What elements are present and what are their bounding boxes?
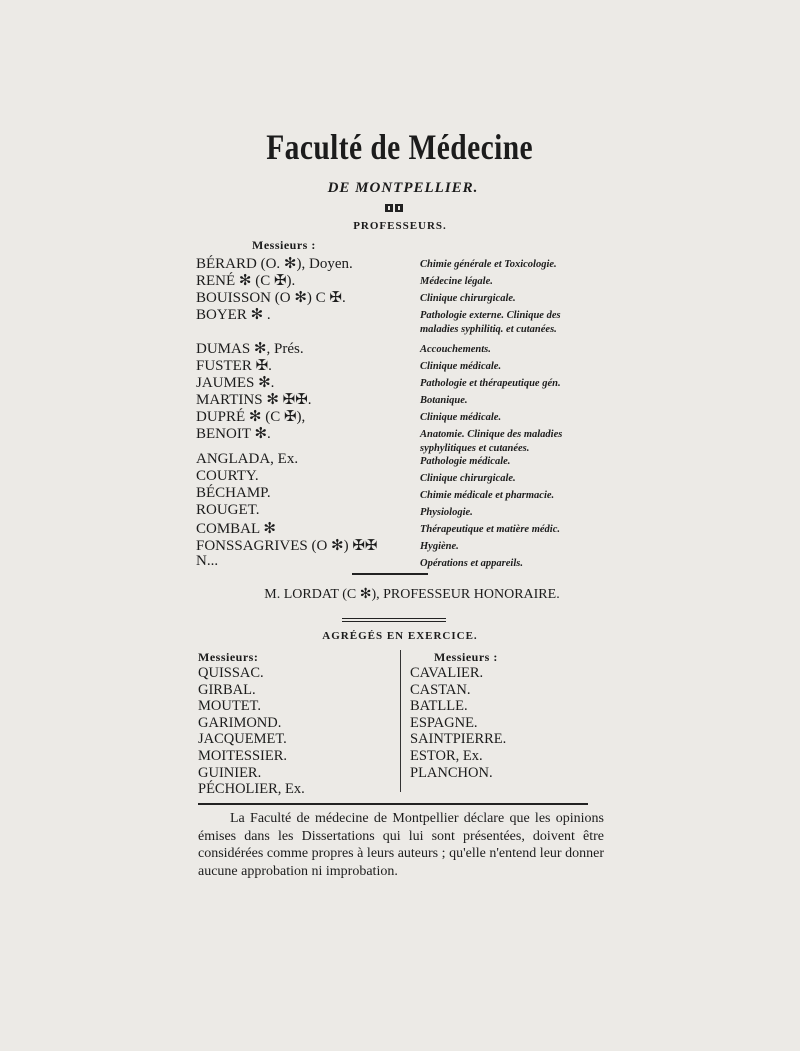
divider [342,621,446,622]
professor-subject: Clinique médicale. [420,412,502,423]
agrege-name: JACQUEMET. [198,731,287,748]
professor-name: JAUMES ✻. [196,375,275,391]
professor-subject: Hygiène. [420,541,459,552]
professor-name: FUSTER ✠. [196,358,272,374]
professor-name: BOUISSON (O ✻) C ✠. [196,290,346,306]
professor-subject: Accouchements. [420,344,491,355]
page-title: Faculté de Médecine [266,127,534,167]
divider [342,618,446,619]
divider [198,803,588,805]
professor-name: BÉRARD (O. ✻), Doyen. [196,256,353,272]
agreges-heading: AGRÉGÉS EN EXERCICE. [322,630,478,642]
professeurs-heading: PROFESSEURS. [353,220,447,232]
ornament-icon [384,202,404,214]
professor-subject: Pathologie et thérapeutique gén. [420,378,561,389]
professor-name: MARTINS ✻ ✠✠. [196,392,312,408]
professor-name: DUPRÉ ✻ (C ✠), [196,409,306,425]
agrege-name: MOUTET. [198,698,261,715]
professor-subject: Clinique médicale. [420,361,502,372]
agrege-name: SAINTPIERRE. [410,731,507,748]
agrege-name: QUISSAC. [198,665,264,681]
professor-name: DUMAS ✻, Prés. [196,341,304,357]
professor-subject: Anatomie. Clinique des maladies syphylitiques et cutanées. [420,429,563,454]
page-subtitle: DE MONTPELLIER. [327,180,479,196]
professor-subject: Pathologie médicale. [420,456,511,467]
agreges-right-label: Messieurs : [434,650,498,664]
professor-name: COURTY. [196,468,259,484]
agreges-left-label: Messieurs: [198,650,259,664]
professor-subject: Thérapeutique et matière médic. [420,524,560,535]
professor-name: BOYER ✻ . [196,307,271,323]
professor-subject: Pathologie externe. Clinique des maladies syphilitiq. et cutanées. [420,310,561,335]
agreges-left-list [198,665,305,798]
disclaimer-paragraph: La Faculté de médecine de Montpellier déclare que les opinions émises dans les Dissertations qui lui sont présentées, doivent être considérées comme propres à leurs auteurs ; qu'elle n'entend leur donner aucune approbation ni improbation. [198,811,604,879]
professeurs-messieurs-label: Messieurs : [252,238,316,252]
agrege-name: ESPAGNE. [410,714,478,731]
professor-name: ANGLADA, Ex. [196,451,299,467]
agrege-name: GUINIER. [198,764,262,781]
professor-name: RENÉ ✻ (C ✠). [196,273,296,289]
divider [352,573,428,575]
agrege-name: ESTOR, Ex. [410,747,483,764]
professor-subject: Clinique chirurgicale. [420,473,516,484]
agrege-name: GIRBAL. [198,681,256,698]
agrege-name: MOITESSIER. [198,747,288,764]
professor-subject: Botanique. [420,395,468,406]
agrege-name: GARIMOND. [198,714,282,731]
professor-subject: Chimie médicale et pharmacie. [420,490,555,501]
professor-subject: Opérations et appareils. [420,558,523,569]
professor-subject: Physiologie. [420,507,473,518]
professor-name: BENOIT ✻. [196,426,271,442]
professor-name: N... [196,553,219,569]
honorary-professor: M. LORDAT (C ✻), PROFESSEUR HONORAIRE. [264,587,560,602]
agrege-name: PLANCHON. [410,764,493,781]
agreges-right-list [410,665,506,781]
agrege-name: CAVALIER. [410,665,484,681]
agrege-name: BATLLE. [410,698,468,715]
professor-subject: Chimie générale et Toxicologie. [420,259,557,270]
professor-subject: Clinique chirurgicale. [420,293,516,304]
professor-name: BÉCHAMP. [196,485,271,501]
professor-name: FONSSAGRIVES (O ✻) ✠✠ [196,538,378,554]
professor-subject: Médecine légale. [420,276,493,287]
agrege-name: CASTAN. [410,681,471,698]
professor-name: COMBAL ✻ [196,521,276,537]
column-divider [400,650,401,792]
agrege-name: PÉCHOLIER, Ex. [198,781,305,798]
professor-name: ROUGET. [196,502,260,518]
